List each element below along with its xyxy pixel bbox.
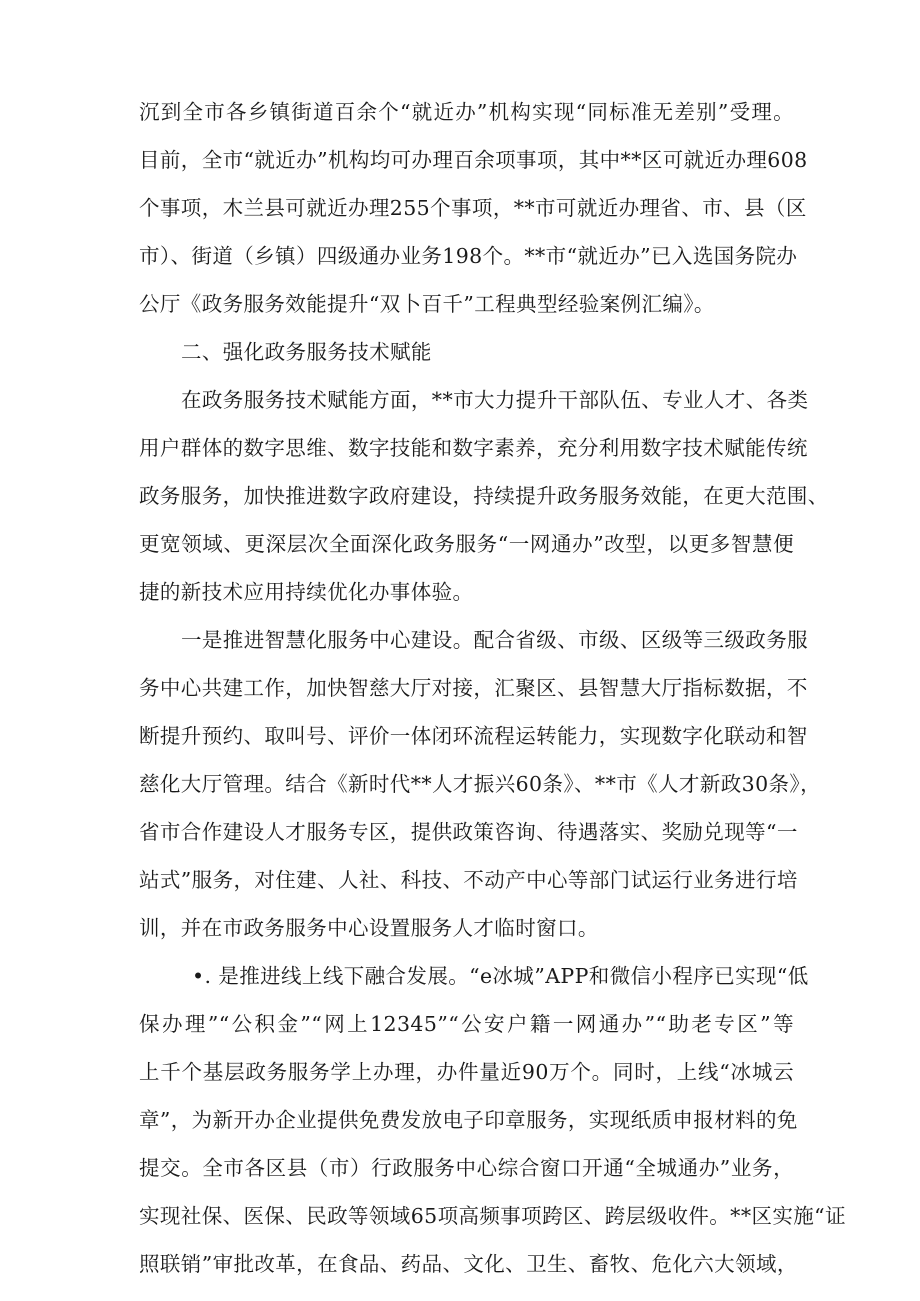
paragraph-line: 捷的新技术应用持续优化办事体验。 bbox=[139, 580, 474, 604]
paragraph-line: 更宽领域、更深层次全面深化政务服务“一网通办”改型，以更多智慧便 bbox=[139, 532, 794, 556]
paragraph-line: 用户群体的数字思维、数字技能和数字素养，充分利用数字技术赋能传统 bbox=[139, 436, 808, 460]
paragraph-line: 省市合作建设人才服务专区，提供政策咨询、待遇落实、奖励兑现等“一 bbox=[139, 820, 798, 844]
paragraph-line: 在政务服务技术赋能方面，**市大力提升干部队伍、专业人才、各类 bbox=[181, 388, 809, 412]
section-heading: 二、强化政务服务技术赋能 bbox=[181, 340, 432, 364]
paragraph-line: 断提升预约、取叫号、评价一体闭环流程运转能力，实现数字化联动和智 bbox=[139, 724, 808, 748]
paragraph-line: 慈化大厅管理。结合《新时代**人才振兴60条》、**市《人才新政30条》， bbox=[139, 772, 821, 796]
paragraph-line: 上千个基层政务服务学上办理，办件量近90万个。同时，上线“冰城云 bbox=[139, 1060, 794, 1084]
paragraph-line: 目前，全市“就近办”机构均可办理百余项事项，其中**区可就近办理608 bbox=[139, 148, 808, 172]
bullet-paragraph-line: •. 是推进线上线下融合发展。“e冰城”APP和微信小程序已实现“低 bbox=[192, 964, 809, 988]
paragraph-line: 保办理”“公积金”“网上12345”“公安户籍一网通办”“助老专区”等 bbox=[139, 1012, 794, 1036]
paragraph-line: 务中心共建工作，加快智慈大厅对接，汇聚区、县智慧大厅指标数据，不 bbox=[139, 676, 808, 700]
paragraph-line: 政务服务，加快推进数字政府建设，持续提升政务服务效能，在更大范围、 bbox=[139, 484, 829, 508]
paragraph-line: 公厅《政务服务效能提升“双卜百千”工程典型经验案例汇编》。 bbox=[139, 292, 715, 316]
paragraph-line: 站式”服务，对住建、人社、科技、不动产中心等部门试运行业务进行培 bbox=[139, 868, 798, 892]
paragraph-line: 一是推进智慧化服务中心建设。配合省级、市级、区级等三级政务服 bbox=[181, 628, 808, 652]
paragraph-line: 市）、街道（乡镇）四级通办业务198个。**市“就近办”已入选国务院办 bbox=[139, 244, 798, 268]
paragraph-line: 章”，为新开办企业提供免费发放电子印章服务，实现纸质申报材料的免 bbox=[139, 1108, 798, 1132]
paragraph-line: 沉到全市各乡镇街道百余个“就近办”机构实现“同标准无差别”受理。 bbox=[139, 100, 794, 124]
paragraph-line: 个事项，木兰县可就近办理255个事项，**市可就近办理省、市、县（区 bbox=[139, 196, 807, 220]
paragraph-line: 训，并在市政务服务中心设置服务人才临时窗口。 bbox=[139, 916, 599, 940]
paragraph-line: 照联销”审批改革，在食品、药品、文化、卫生、畜牧、危化六大领域， bbox=[139, 1252, 798, 1276]
paragraph-line: 提交。全市各区县（市）行政服务中心综合窗口开通“全城通办”业务， bbox=[139, 1156, 794, 1180]
paragraph-line: 实现社保、医保、民政等领域65项高频事项跨区、跨层级收件。**区实施“证 bbox=[139, 1204, 846, 1228]
